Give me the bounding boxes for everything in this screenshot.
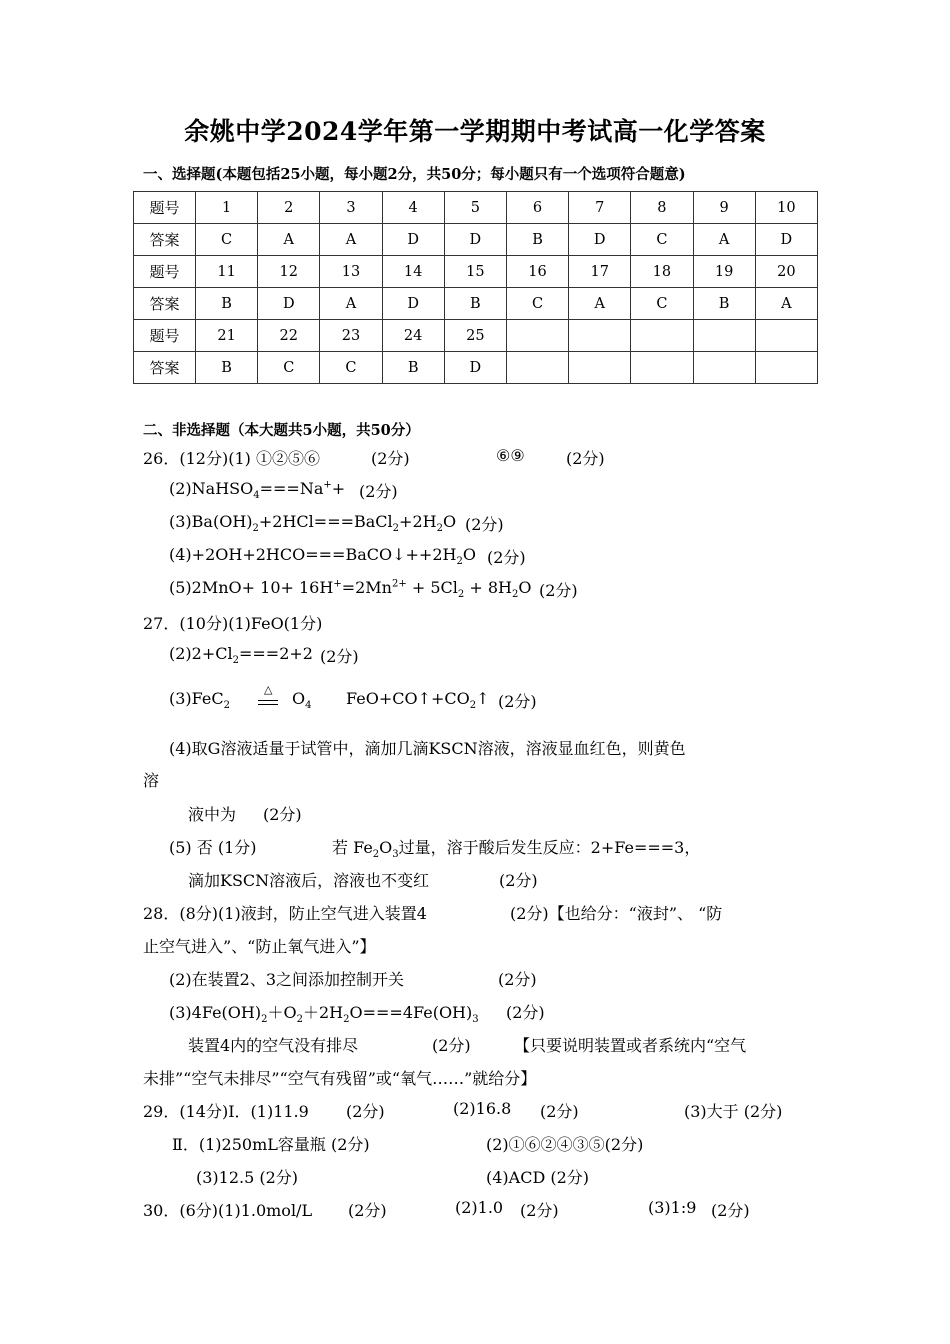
table-cell: 7: [569, 192, 631, 224]
q30-score-3: (2分): [711, 1201, 750, 1220]
table-cell: C: [631, 224, 693, 256]
q27-line-5: 液中为: [188, 805, 237, 824]
table-cell: 19: [693, 256, 755, 288]
table-cell: B: [506, 224, 568, 256]
q29-line-3a: (3)12.5 (2分): [196, 1168, 299, 1187]
q27-line-1: 27．(10分)(1)FeO(1分): [143, 614, 323, 633]
table-cell: B: [196, 288, 258, 320]
q28-line-1b: (2分)【也给分：“液封”、 “防: [510, 904, 723, 923]
table-cell: C: [631, 288, 693, 320]
answer-table: [133, 191, 818, 384]
table-cell: D: [258, 288, 320, 320]
q27-score-2: (2分): [320, 647, 359, 666]
q30-line-1a: 30．(6分)(1)1.0mol/L: [143, 1201, 313, 1220]
table-cell: D: [382, 288, 444, 320]
q27-line-7: 滴加KSCN溶液后，溶液也不变红: [188, 871, 430, 890]
table-cell: B: [693, 288, 755, 320]
table-row-header: 题号: [134, 256, 196, 288]
table-cell: 17: [569, 256, 631, 288]
section-1-heading: 一、选择题(本题包括25小题，每小题2分，共50分；每小题只有一个选项符合题意): [143, 166, 686, 183]
q29-line-2a: Ⅱ．(1)250mL容量瓶 (2分): [172, 1135, 370, 1154]
q27-line-2: $(2)2+Cl_2===2+2$: [169, 644, 313, 667]
equilibrium-double-line: [258, 700, 278, 708]
table-cell: 13: [320, 256, 382, 288]
table-cell: D: [444, 224, 506, 256]
q26-answer-1b: ⑥⑨: [496, 446, 525, 465]
q27-line-6a: (5) 否 (1分): [169, 838, 257, 857]
q26-line-3: $(3)Ba(OH)_2+2HCl===BaCl_2+2H_2O$: [169, 512, 457, 535]
q26-score-4: (2分): [465, 515, 504, 534]
table-cell: 18: [631, 256, 693, 288]
q28-score-2: (2分): [498, 970, 537, 989]
table-cell: [506, 352, 568, 384]
table-row-header: 答案: [134, 352, 196, 384]
table-cell: 3: [320, 192, 382, 224]
table-row: [134, 256, 818, 288]
q27-score-3: (2分): [498, 692, 537, 711]
table-cell: 22: [258, 320, 320, 352]
q28-line-6: 未排”“空气未排尽”“空气有残留”或“氧气……”就给分】: [143, 1069, 537, 1088]
table-cell: [693, 320, 755, 352]
table-cell: 6: [506, 192, 568, 224]
table-cell: [631, 320, 693, 352]
q30-line-1c: (2)1.0: [455, 1198, 504, 1217]
q30-line-1e: (3)1:9: [648, 1198, 697, 1217]
q28-score-4: (2分): [432, 1036, 471, 1055]
q28-score-3: (2分): [506, 1003, 545, 1022]
table-cell: [693, 352, 755, 384]
q26-line-4: $(4)+2OH+2HCO===BaCO↓++2H_2O$: [169, 545, 476, 568]
table-cell: 9: [693, 192, 755, 224]
table-row-header: 题号: [134, 320, 196, 352]
table-row: [134, 320, 818, 352]
table-cell: [755, 320, 817, 352]
q28-line-3: (2)在装置2、3之间添加控制开关: [169, 970, 405, 989]
table-cell: B: [196, 352, 258, 384]
table-cell: D: [382, 224, 444, 256]
table-cell: 21: [196, 320, 258, 352]
table-row: [134, 288, 818, 320]
table-cell: A: [320, 288, 382, 320]
table-cell: C: [320, 352, 382, 384]
table-cell: B: [382, 352, 444, 384]
table-cell: 11: [196, 256, 258, 288]
table-cell: [569, 352, 631, 384]
q30-score-1: (2分): [348, 1201, 387, 1220]
q26-line-5: $(5)2MnO+ 10+ 16H^+=2Mn^{2+} + 5Cl_2 + 8H_2O$: [169, 578, 532, 601]
table-cell: A: [755, 288, 817, 320]
q27-line-3a: (3)FeC$_2$: [169, 689, 230, 712]
q29-line-2b: (2)①⑥②④③⑤(2分): [486, 1135, 644, 1154]
q29-line-1e: (3)大于 (2分): [684, 1102, 783, 1121]
table-cell: 15: [444, 256, 506, 288]
heat-symbol: △: [264, 683, 273, 696]
q29-line-3b: (4)ACD (2分): [486, 1168, 590, 1187]
table-cell: 10: [755, 192, 817, 224]
q28-line-5c: 【只要说明装置或者系统内“空气: [514, 1036, 747, 1055]
q26-line-1: 26．(12分)(1) ①②⑤⑥: [143, 449, 320, 468]
table-cell: 16: [506, 256, 568, 288]
q27-line-3b: $O_4$: [292, 689, 312, 712]
table-cell: 12: [258, 256, 320, 288]
table-cell: 24: [382, 320, 444, 352]
table-cell: B: [444, 288, 506, 320]
q26-score-5: (2分): [487, 548, 526, 567]
q26-score-6: (2分): [539, 581, 578, 600]
table-row-header: 答案: [134, 224, 196, 256]
q26-score-1: (2分): [371, 449, 410, 468]
q29-score-2: (2分): [540, 1102, 579, 1121]
q30-score-2: (2分): [520, 1201, 559, 1220]
table-cell: D: [755, 224, 817, 256]
q29-score-1: (2分): [346, 1102, 385, 1121]
table-row: [134, 192, 818, 224]
table-cell: 20: [755, 256, 817, 288]
table-cell: 25: [444, 320, 506, 352]
table-cell: 14: [382, 256, 444, 288]
q27-line-6b: 若 $Fe_2O_3$过量，溶于酸后发生反应：2+Fe===3，: [332, 838, 701, 861]
q27-score-5: (2分): [499, 871, 538, 890]
table-cell: [506, 320, 568, 352]
q28-line-4: $(3)4Fe(OH)_2+O_2+2H_2O===4Fe(OH)_3$: [169, 1003, 479, 1026]
q27-score-4: (2分): [263, 805, 302, 824]
table-cell: A: [320, 224, 382, 256]
q26-score-2: (2分): [566, 449, 605, 468]
table-cell: [755, 352, 817, 384]
table-cell: C: [258, 352, 320, 384]
table-cell: [569, 320, 631, 352]
q28-line-2: 止空气进入”、“防止氧气进入”】: [143, 937, 376, 956]
table-row: [134, 224, 818, 256]
q27-line-4: (4)取G溶液适量于试管中，滴加几滴KSCN溶液，溶液显血红色，则黄色: [169, 739, 686, 758]
table-row-header: 答案: [134, 288, 196, 320]
table-row-header: 题号: [134, 192, 196, 224]
table-cell: C: [196, 224, 258, 256]
table-cell: 4: [382, 192, 444, 224]
q28-line-1: 28．(8分)(1)液封，防止空气进入装置4: [143, 904, 427, 923]
section-2-heading: 二、非选择题（本大题共5小题，共50分）: [143, 422, 420, 439]
page-title: 余姚中学2024学年第一学期期中考试高一化学答案: [184, 117, 766, 146]
q27-line-4-wrap: 溶: [143, 771, 160, 790]
table-cell: D: [569, 224, 631, 256]
table-cell: A: [569, 288, 631, 320]
table-cell: [631, 352, 693, 384]
q26-line-2: (2)NaHSO$_4$===Na++: [169, 479, 346, 502]
table-cell: A: [258, 224, 320, 256]
table-cell: A: [693, 224, 755, 256]
q26-score-3: (2分): [359, 482, 398, 501]
table-cell: 23: [320, 320, 382, 352]
table-cell: 2: [258, 192, 320, 224]
q29-line-1a: 29．(14分)Ⅰ．(1)11.9: [143, 1102, 309, 1121]
q29-line-1c: (2)16.8: [453, 1099, 512, 1118]
table-cell: 1: [196, 192, 258, 224]
q28-line-5: 装置4内的空气没有排尽: [188, 1036, 359, 1055]
table-row: [134, 352, 818, 384]
table-cell: C: [506, 288, 568, 320]
q27-line-3c: $FeO+CO↑+CO_2↑$: [346, 689, 490, 712]
table-cell: 8: [631, 192, 693, 224]
table-cell: D: [444, 352, 506, 384]
table-cell: 5: [444, 192, 506, 224]
